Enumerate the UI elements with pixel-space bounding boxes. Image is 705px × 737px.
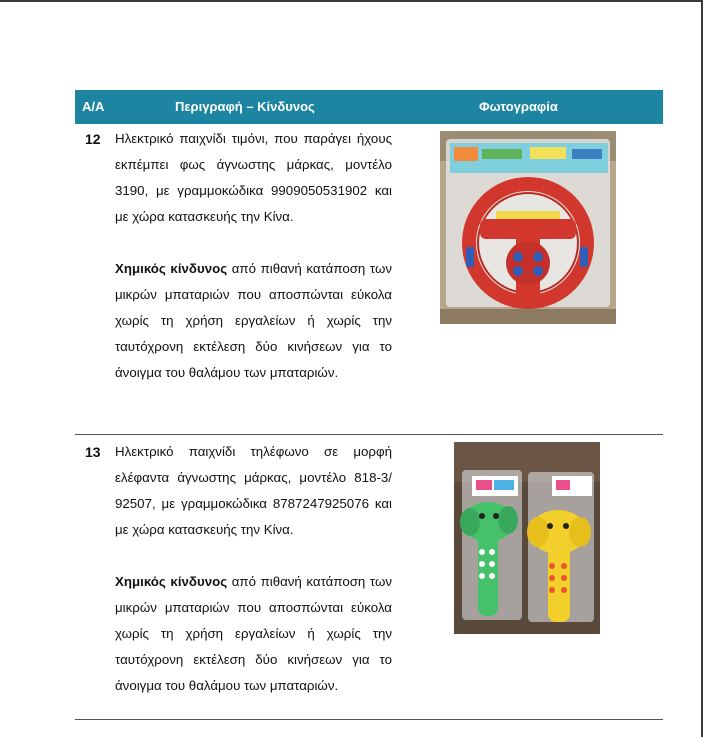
hazard-paragraph — [115, 569, 392, 699]
elephant-phone-toy-photo — [454, 442, 600, 634]
hazard-label: Χημικός κίνδυνος — [115, 574, 228, 589]
header-description: Περιγραφή – Κίνδυνος — [175, 99, 315, 114]
header-aa: Α/Α — [82, 99, 105, 114]
hazard-text: από πιθανή κατάποση των μικρών μπαταριών που αποσπώνται εύκολα χωρίς τη χρήση εργαλείων ή χωρίς την ταυτόχρονη εκτέλεση δύο κινήσεων για το άνοιγμα του θαλάμου των μπαταριών. — [115, 261, 392, 380]
table-header — [75, 90, 663, 124]
product-description: Ηλεκτρικό παιχνίδι τιμόνι, που παράγει ήχους εκπέμπει φως άγνωστης μάρκας, μοντέλο 3190, με γραμμοκώδικα 9909050531902 και με χώρα κατασκευής την Κίνα. — [115, 131, 392, 224]
hazard-paragraph — [115, 256, 392, 386]
hazard-text: από πιθανή κατάποση των μικρών μπαταριών που αποσπώνται εύκολα χωρίς τη χρήση εργαλείων ή χωρίς την ταυτόχρονη εκτέλεση δύο κινήσεων για το άνοιγμα του θαλάμου των μπαταριών. — [115, 574, 392, 693]
product-description: Ηλεκτρικό παιχνίδι τηλέφωνο σε μορφή ελέφαντα άγνωστης μάρκας, μοντέλο 818-3/ 92507, με γραμμοκώδικα 8787247925076 και με χώρα κατασκευής την Κίνα. — [115, 444, 392, 537]
row-description — [115, 126, 392, 386]
hazard-label: Χημικός κίνδυνος — [115, 261, 228, 276]
row-number: 12 — [85, 131, 101, 147]
row-description — [115, 439, 392, 699]
row-number: 13 — [85, 444, 101, 460]
row-divider — [75, 719, 663, 720]
header-photo: Φωτογραφία — [479, 99, 558, 114]
row-divider — [75, 434, 663, 435]
steering-wheel-toy-photo — [440, 131, 616, 324]
